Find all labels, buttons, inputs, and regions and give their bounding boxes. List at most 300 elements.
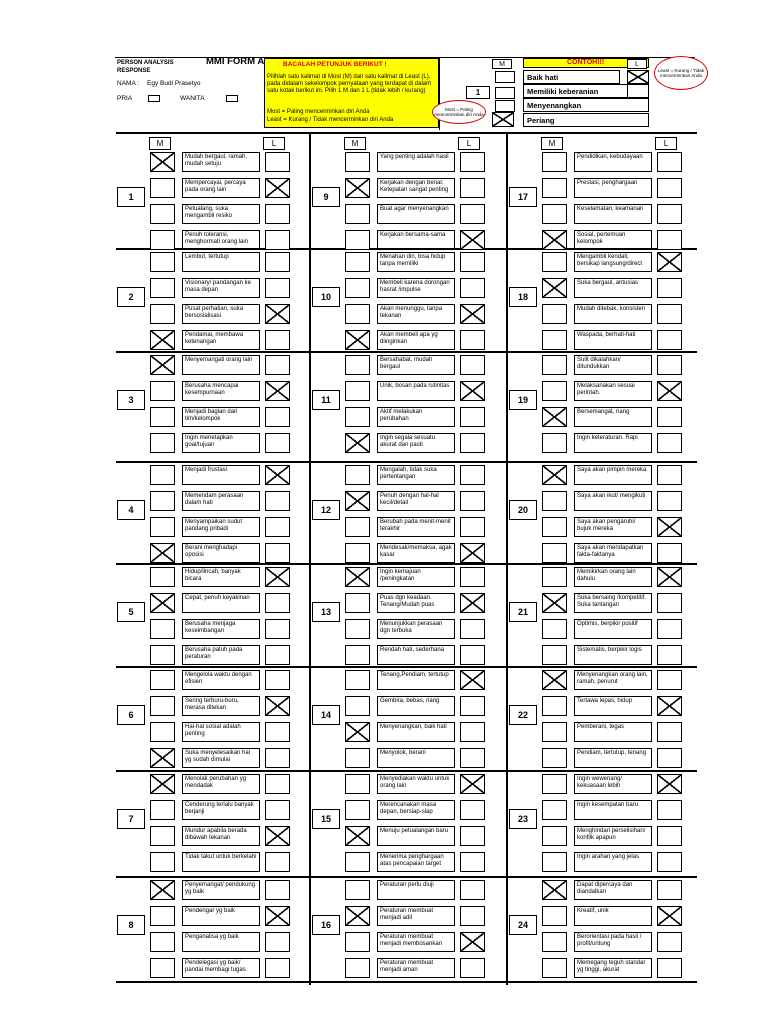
group-12-statement-4: Mendesak/memaksa, agak kasar [377, 543, 455, 563]
group-10-statement-3: Akan menunggu, tanpa tekanan [377, 304, 455, 324]
group-5-m-checkbox-4[interactable] [150, 645, 175, 665]
group-6-l-checkbox-3[interactable] [265, 722, 290, 742]
group-19-l-checkbox-4[interactable] [657, 433, 682, 453]
group-9-l-checkbox-3[interactable] [460, 204, 485, 224]
group-16-m-checkbox-2[interactable] [345, 906, 370, 926]
group-22-m-checkbox-3[interactable] [542, 722, 567, 742]
group-16-m-checkbox-3[interactable] [345, 932, 370, 952]
group-12-l-checkbox-4[interactable] [460, 543, 485, 563]
group-22-m-checkbox-2[interactable] [542, 696, 567, 716]
group-3-l-checkbox-4[interactable] [265, 433, 290, 453]
group-1-statement-1: Mudah bergaul, ramah, mudah setuju [182, 152, 260, 172]
group-9-m-checkbox-4[interactable] [345, 230, 370, 250]
group-13-l-checkbox-2[interactable] [460, 593, 485, 613]
group-11-m-checkbox-4[interactable] [345, 433, 370, 453]
group-10-l-checkbox-2[interactable] [460, 278, 485, 298]
group-12-statement-2: Penuh dengan hal-hal kecil/detail [377, 491, 455, 511]
group-16-l-checkbox-1[interactable] [460, 880, 485, 900]
instruction-title: BACALAH PETUNJUK BERIKUT ! [283, 61, 387, 68]
group-5-l-checkbox-2[interactable] [265, 593, 290, 613]
group-9-m-checkbox-2[interactable] [345, 178, 370, 198]
group-13-statement-4: Rendah hati, sederhana [377, 645, 455, 665]
column-2-m-header: M [344, 137, 366, 150]
group-10-l-checkbox-3[interactable] [460, 304, 485, 324]
question-number-6: 6 [117, 705, 145, 725]
group-8-m-checkbox-2[interactable] [150, 906, 175, 926]
group-16-m-checkbox-4[interactable] [345, 958, 370, 978]
group-19-m-checkbox-1[interactable] [542, 355, 567, 375]
group-3-statement-2: Berusaha mencapai kesempurnaan [182, 381, 260, 401]
example-l-box-1[interactable] [627, 70, 649, 84]
group-20-m-checkbox-1[interactable] [542, 465, 567, 485]
group-1-statement-4: Penuh toleransi, menghormati orang lain [182, 230, 260, 250]
group-24-m-checkbox-1[interactable] [542, 880, 567, 900]
group-8-l-checkbox-4[interactable] [265, 958, 290, 978]
group-15-l-checkbox-4[interactable] [460, 852, 485, 872]
group-5-statement-4: Berusaha patuh pada peraturan [182, 645, 260, 665]
group-10-l-checkbox-4[interactable] [460, 330, 485, 350]
group-5-m-checkbox-3[interactable] [150, 619, 175, 639]
group-13-m-checkbox-3[interactable] [345, 619, 370, 639]
group-16-l-checkbox-3[interactable] [460, 932, 485, 952]
group-12-m-checkbox-1[interactable] [345, 465, 370, 485]
group-23-statement-4: Ingin arahan yang jelas [574, 852, 652, 872]
group-17-m-checkbox-4[interactable] [542, 230, 567, 250]
group-19-l-checkbox-1[interactable] [657, 355, 682, 375]
group-6-m-checkbox-3[interactable] [150, 722, 175, 742]
group-16-m-checkbox-1[interactable] [345, 880, 370, 900]
group-3-m-checkbox-3[interactable] [150, 407, 175, 427]
group-17-l-checkbox-2[interactable] [657, 178, 682, 198]
row-divider-5 [116, 666, 697, 668]
group-24-m-checkbox-3[interactable] [542, 932, 567, 952]
group-18-l-checkbox-3[interactable] [657, 304, 682, 324]
group-2-l-checkbox-2[interactable] [265, 278, 290, 298]
row-divider-4 [116, 563, 697, 565]
group-15-statement-1: Menyediakan waktu untuk orang lain [377, 774, 455, 794]
group-21-m-checkbox-3[interactable] [542, 619, 567, 639]
group-23-l-checkbox-3[interactable] [657, 826, 682, 846]
group-8-l-checkbox-2[interactable] [265, 906, 290, 926]
group-15-m-checkbox-3[interactable] [345, 826, 370, 846]
group-22-l-checkbox-4[interactable] [657, 748, 682, 768]
group-17-l-checkbox-3[interactable] [657, 204, 682, 224]
group-18-m-checkbox-2[interactable] [542, 278, 567, 298]
group-3-l-checkbox-2[interactable] [265, 381, 290, 401]
group-7-m-checkbox-1[interactable] [150, 774, 175, 794]
group-17-l-checkbox-1[interactable] [657, 152, 682, 172]
question-number-8: 8 [117, 915, 145, 935]
group-24-m-checkbox-4[interactable] [542, 958, 567, 978]
group-22-m-checkbox-4[interactable] [542, 748, 567, 768]
group-12-m-checkbox-4[interactable] [345, 543, 370, 563]
group-6-statement-3: Hal-hal sosial adalah penting [182, 722, 260, 742]
group-5-l-checkbox-1[interactable] [265, 567, 290, 587]
group-2-m-checkbox-4[interactable] [150, 330, 175, 350]
group-10-m-checkbox-2[interactable] [345, 278, 370, 298]
group-23-m-checkbox-2[interactable] [542, 800, 567, 820]
group-18-statement-1: Mengambil kendali, bersikap langsung/direct [574, 252, 652, 272]
group-14-m-checkbox-2[interactable] [345, 696, 370, 716]
group-9-l-checkbox-2[interactable] [460, 178, 485, 198]
example-title: CONTOH!!! [567, 59, 605, 66]
pria-label: PRIA [117, 95, 133, 102]
group-21-m-checkbox-1[interactable] [542, 567, 567, 587]
group-8-statement-2: Pendengar yg baik [182, 906, 260, 926]
group-12-m-checkbox-3[interactable] [345, 517, 370, 537]
group-20-statement-3: Saya akan pengaruhi/ bujuk mereka [574, 517, 652, 537]
question-number-17: 17 [509, 187, 537, 207]
group-11-statement-2: Unik, bosan pada rutinitas [377, 381, 455, 401]
group-22-l-checkbox-2[interactable] [657, 696, 682, 716]
group-18-m-checkbox-1[interactable] [542, 252, 567, 272]
group-14-m-checkbox-1[interactable] [345, 670, 370, 690]
group-8-statement-1: Penyemangat/ pendukung yg baik [182, 880, 260, 900]
group-2-m-checkbox-1[interactable] [150, 252, 175, 272]
group-16-l-checkbox-2[interactable] [460, 906, 485, 926]
group-5-l-checkbox-3[interactable] [265, 619, 290, 639]
group-23-statement-2: Ingin kesempatan baru [574, 800, 652, 820]
group-14-l-checkbox-1[interactable] [460, 670, 485, 690]
example-m-box-4[interactable] [492, 112, 514, 127]
group-22-statement-2: Tertawa lepas, hidup [574, 696, 652, 716]
example-item-2: Memiliki keberanian [523, 84, 649, 98]
group-23-statement-3: Menghindari perselisihan/ konflik apapun [574, 826, 652, 846]
group-11-m-checkbox-3[interactable] [345, 407, 370, 427]
group-6-statement-2: Sering terburu-buru, merasa ditekan [182, 696, 260, 716]
group-5-m-checkbox-2[interactable] [150, 593, 175, 613]
group-6-statement-1: Mengelola waktu dengan efisien [182, 670, 260, 690]
wanita-checkbox[interactable] [226, 95, 238, 102]
group-1-m-checkbox-1[interactable] [150, 152, 175, 172]
question-number-21: 21 [509, 602, 537, 622]
group-11-statement-3: Aktif melakukan perubahan [377, 407, 455, 427]
group-22-m-checkbox-1[interactable] [542, 670, 567, 690]
group-11-m-checkbox-2[interactable] [345, 381, 370, 401]
question-number-15: 15 [312, 809, 340, 829]
group-11-l-checkbox-3[interactable] [460, 407, 485, 427]
group-9-statement-3: Buat agar menyenangkan [377, 204, 455, 224]
nama-value: Egy Budi Prasetyo [147, 80, 201, 87]
group-12-l-checkbox-1[interactable] [460, 465, 485, 485]
group-15-statement-4: Menerima penghargaan atas pencapaian target [377, 852, 455, 872]
group-23-l-checkbox-1[interactable] [657, 774, 682, 794]
group-23-l-checkbox-2[interactable] [657, 800, 682, 820]
group-18-l-checkbox-1[interactable] [657, 252, 682, 272]
group-7-statement-4: Tidak takut untuk berkelahi [182, 852, 260, 872]
group-8-m-checkbox-4[interactable] [150, 958, 175, 978]
group-18-l-checkbox-2[interactable] [657, 278, 682, 298]
question-number-16: 16 [312, 915, 340, 935]
column-3-l-header: L [655, 137, 677, 150]
group-7-l-checkbox-1[interactable] [265, 774, 290, 794]
group-15-statement-2: Merencanakan masa depan, bersiap-siap [377, 800, 455, 820]
group-2-statement-4: Pendamai, membawa ketenangan [182, 330, 260, 350]
group-6-statement-4: Suka menyelesaikan hal yg sudah dimulai [182, 748, 260, 768]
group-13-m-checkbox-1[interactable] [345, 567, 370, 587]
group-8-m-checkbox-3[interactable] [150, 932, 175, 952]
column-1-m-header: M [149, 137, 171, 150]
question-number-23: 23 [509, 809, 537, 829]
group-20-l-checkbox-2[interactable] [657, 491, 682, 511]
group-21-m-checkbox-2[interactable] [542, 593, 567, 613]
group-6-l-checkbox-2[interactable] [265, 696, 290, 716]
group-23-m-checkbox-1[interactable] [542, 774, 567, 794]
group-8-m-checkbox-1[interactable] [150, 880, 175, 900]
column-3-m-header: M [541, 137, 563, 150]
group-4-l-checkbox-3[interactable] [265, 517, 290, 537]
group-1-m-checkbox-3[interactable] [150, 204, 175, 224]
group-4-statement-4: Berani menghadapi oposisi [182, 543, 260, 563]
group-6-m-checkbox-4[interactable] [150, 748, 175, 768]
group-8-l-checkbox-3[interactable] [265, 932, 290, 952]
group-3-m-checkbox-4[interactable] [150, 433, 175, 453]
group-17-m-checkbox-1[interactable] [542, 152, 567, 172]
group-19-m-checkbox-4[interactable] [542, 433, 567, 453]
group-19-m-checkbox-2[interactable] [542, 381, 567, 401]
column-2-l-header: L [458, 137, 480, 150]
group-7-m-checkbox-3[interactable] [150, 826, 175, 846]
group-7-l-checkbox-3[interactable] [265, 826, 290, 846]
group-19-statement-2: Melaksanakan sesuai perintah. [574, 381, 652, 401]
question-number-3: 3 [117, 390, 145, 410]
group-6-m-checkbox-2[interactable] [150, 696, 175, 716]
group-24-l-checkbox-4[interactable] [657, 958, 682, 978]
group-6-l-checkbox-1[interactable] [265, 670, 290, 690]
group-7-m-checkbox-2[interactable] [150, 800, 175, 820]
group-1-m-checkbox-2[interactable] [150, 178, 175, 198]
group-13-statement-1: Ingin kemajuan /peningkatan [377, 567, 455, 587]
group-16-l-checkbox-4[interactable] [460, 958, 485, 978]
group-10-l-checkbox-1[interactable] [460, 252, 485, 272]
group-11-l-checkbox-1[interactable] [460, 355, 485, 375]
example-m-box-1[interactable] [495, 71, 515, 83]
column-divider-2 [506, 132, 508, 985]
group-9-m-checkbox-1[interactable] [345, 152, 370, 172]
group-13-l-checkbox-3[interactable] [460, 619, 485, 639]
group-1-statement-3: Petualang, suka mengambil resiko [182, 204, 260, 224]
group-14-m-checkbox-3[interactable] [345, 722, 370, 742]
group-5-statement-3: Berusaha menjaga keseimbangan [182, 619, 260, 639]
group-21-l-checkbox-4[interactable] [657, 645, 682, 665]
instruction-body: Pilihlah satu kalimat di Most (M) dan satu kalimat di Least (L), pada didalam sekelompok pernyataan yang terdapat di dalam satu kotak berikut ini. Pilih 1 M dan 1 L (tidak lebih / kurang) [267, 74, 432, 94]
pria-checkbox[interactable] [148, 95, 160, 102]
group-13-l-checkbox-1[interactable] [460, 567, 485, 587]
group-5-m-checkbox-1[interactable] [150, 567, 175, 587]
group-6-l-checkbox-4[interactable] [265, 748, 290, 768]
group-1-l-checkbox-1[interactable] [265, 152, 290, 172]
group-2-m-checkbox-2[interactable] [150, 278, 175, 298]
grid-top-border [116, 132, 697, 134]
group-2-m-checkbox-3[interactable] [150, 304, 175, 324]
group-10-statement-4: Akan membeli apa yg diinginkan [377, 330, 455, 350]
group-14-statement-2: Gembira, bebas, riang [377, 696, 455, 716]
group-1-l-checkbox-2[interactable] [265, 178, 290, 198]
group-4-l-checkbox-4[interactable] [265, 543, 290, 563]
group-22-l-checkbox-1[interactable] [657, 670, 682, 690]
group-2-statement-1: Lembut, tertutup [182, 252, 260, 272]
column-1-l-header: L [263, 137, 285, 150]
group-15-l-checkbox-3[interactable] [460, 826, 485, 846]
group-12-l-checkbox-2[interactable] [460, 491, 485, 511]
group-15-l-checkbox-1[interactable] [460, 774, 485, 794]
group-24-m-checkbox-2[interactable] [542, 906, 567, 926]
group-2-statement-2: Visionary/ pandangan ke masa depan [182, 278, 260, 298]
group-6-m-checkbox-1[interactable] [150, 670, 175, 690]
example-item-4: Periang [523, 113, 649, 127]
group-3-l-checkbox-3[interactable] [265, 407, 290, 427]
example-m-header: M [492, 59, 512, 69]
group-14-statement-3: Menyenangkan, baik hati [377, 722, 455, 742]
question-number-4: 4 [117, 500, 145, 520]
group-11-statement-4: Ingin segala sesuatu akurat dan pasti [377, 433, 455, 453]
group-8-statement-3: Penganalisa yg baik [182, 932, 260, 952]
group-23-l-checkbox-4[interactable] [657, 852, 682, 872]
group-17-statement-4: Sosial, pertemuan kelompok [574, 230, 652, 250]
group-3-m-checkbox-2[interactable] [150, 381, 175, 401]
group-7-l-checkbox-2[interactable] [265, 800, 290, 820]
example-m-box-3[interactable] [495, 100, 515, 112]
group-20-m-checkbox-4[interactable] [542, 543, 567, 563]
question-number-20: 20 [509, 500, 537, 520]
group-20-m-checkbox-3[interactable] [542, 517, 567, 537]
group-20-statement-1: Saya akan pimpin mereka [574, 465, 652, 485]
group-12-statement-1: Mengalah, tidak suka pertentangan [377, 465, 455, 485]
group-24-statement-1: Dapat dipercaya dan diandalkan [574, 880, 652, 900]
group-11-l-checkbox-4[interactable] [460, 433, 485, 453]
group-4-l-checkbox-2[interactable] [265, 491, 290, 511]
group-4-statement-1: Menjadi frustasi [182, 465, 260, 485]
group-19-m-checkbox-3[interactable] [542, 407, 567, 427]
question-number-10: 10 [312, 287, 340, 307]
group-23-m-checkbox-3[interactable] [542, 826, 567, 846]
group-11-m-checkbox-1[interactable] [345, 355, 370, 375]
group-24-l-checkbox-3[interactable] [657, 932, 682, 952]
most-line: Most = Paling mencerminkan diri Anda [267, 109, 370, 115]
row-divider-8 [116, 981, 697, 983]
group-8-l-checkbox-1[interactable] [265, 880, 290, 900]
group-13-l-checkbox-4[interactable] [460, 645, 485, 665]
group-2-l-checkbox-3[interactable] [265, 304, 290, 324]
group-1-l-checkbox-4[interactable] [265, 230, 290, 250]
group-22-l-checkbox-3[interactable] [657, 722, 682, 742]
group-14-l-checkbox-4[interactable] [460, 748, 485, 768]
group-18-m-checkbox-4[interactable] [542, 330, 567, 350]
group-12-statement-3: Berubah pada menit-menit terakhir [377, 517, 455, 537]
group-19-l-checkbox-3[interactable] [657, 407, 682, 427]
column-divider-1 [309, 132, 311, 985]
group-15-m-checkbox-2[interactable] [345, 800, 370, 820]
group-7-m-checkbox-4[interactable] [150, 852, 175, 872]
group-17-l-checkbox-4[interactable] [657, 230, 682, 250]
question-number-7: 7 [117, 809, 145, 829]
group-1-l-checkbox-3[interactable] [265, 204, 290, 224]
group-4-l-checkbox-1[interactable] [265, 465, 290, 485]
example-l-header: L [627, 59, 647, 69]
row-divider-3 [116, 461, 697, 463]
question-number-12: 12 [312, 500, 340, 520]
group-20-l-checkbox-1[interactable] [657, 465, 682, 485]
group-7-statement-3: Mundur apabila berada dibawah tekanan [182, 826, 260, 846]
group-21-l-checkbox-1[interactable] [657, 567, 682, 587]
wanita-label: WANITA [180, 95, 205, 102]
question-number-5: 5 [117, 602, 145, 622]
group-17-m-checkbox-2[interactable] [542, 178, 567, 198]
group-19-l-checkbox-2[interactable] [657, 381, 682, 401]
group-4-m-checkbox-4[interactable] [150, 543, 175, 563]
group-21-m-checkbox-4[interactable] [542, 645, 567, 665]
group-15-m-checkbox-4[interactable] [345, 852, 370, 872]
example-item-3: Menyenangkan [523, 98, 649, 112]
group-22-statement-4: Pendiam, tertutup, tenang [574, 748, 652, 768]
group-24-l-checkbox-2[interactable] [657, 906, 682, 926]
question-number-13: 13 [312, 602, 340, 622]
group-3-l-checkbox-1[interactable] [265, 355, 290, 375]
example-m-box-2[interactable] [495, 87, 515, 99]
group-15-m-checkbox-1[interactable] [345, 774, 370, 794]
group-20-l-checkbox-3[interactable] [657, 517, 682, 537]
group-11-l-checkbox-2[interactable] [460, 381, 485, 401]
group-21-l-checkbox-3[interactable] [657, 619, 682, 639]
group-2-l-checkbox-4[interactable] [265, 330, 290, 350]
group-23-m-checkbox-4[interactable] [542, 852, 567, 872]
group-10-m-checkbox-1[interactable] [345, 252, 370, 272]
group-18-m-checkbox-3[interactable] [542, 304, 567, 324]
example-l-box-2[interactable] [627, 84, 649, 98]
group-15-l-checkbox-2[interactable] [460, 800, 485, 820]
group-2-l-checkbox-1[interactable] [265, 252, 290, 272]
group-21-l-checkbox-2[interactable] [657, 593, 682, 613]
group-12-l-checkbox-3[interactable] [460, 517, 485, 537]
group-20-l-checkbox-4[interactable] [657, 543, 682, 563]
group-13-m-checkbox-4[interactable] [345, 645, 370, 665]
group-10-m-checkbox-4[interactable] [345, 330, 370, 350]
group-24-statement-3: Berorientasi pada hasil / profit/untung [574, 932, 652, 952]
group-9-l-checkbox-1[interactable] [460, 152, 485, 172]
group-2-statement-3: Pusat perhatian, suka bersosialisasi [182, 304, 260, 324]
group-4-m-checkbox-1[interactable] [150, 465, 175, 485]
group-21-statement-4: Sistematis, berpikir logis [574, 645, 652, 665]
group-1-m-checkbox-4[interactable] [150, 230, 175, 250]
question-number-24: 24 [509, 915, 537, 935]
group-5-statement-2: Cepat, penuh keyakinan [182, 593, 260, 613]
group-24-statement-4: Memegang teguh standar yg tinggi, akurat [574, 958, 652, 978]
group-24-l-checkbox-1[interactable] [657, 880, 682, 900]
group-4-m-checkbox-2[interactable] [150, 491, 175, 511]
group-14-l-checkbox-2[interactable] [460, 696, 485, 716]
group-13-m-checkbox-2[interactable] [345, 593, 370, 613]
group-22-statement-1: Menyenangkan orang lain, ramah, penurut [574, 670, 652, 690]
most-callout-bubble: Most = Paling mencerminkan diri Anda [432, 100, 486, 124]
group-4-m-checkbox-3[interactable] [150, 517, 175, 537]
group-3-m-checkbox-1[interactable] [150, 355, 175, 375]
group-14-m-checkbox-4[interactable] [345, 748, 370, 768]
group-5-l-checkbox-4[interactable] [265, 645, 290, 665]
group-9-l-checkbox-4[interactable] [460, 230, 485, 250]
group-10-statement-1: Menahan diri, bisa hidup tanpa memiliki [377, 252, 455, 272]
group-11-statement-1: Bersahabat, mudah bergaul [377, 355, 455, 375]
group-12-m-checkbox-2[interactable] [345, 491, 370, 511]
group-17-m-checkbox-3[interactable] [542, 204, 567, 224]
group-14-l-checkbox-3[interactable] [460, 722, 485, 742]
group-18-l-checkbox-4[interactable] [657, 330, 682, 350]
group-9-m-checkbox-3[interactable] [345, 204, 370, 224]
nama-label: NAMA : [117, 80, 140, 87]
group-20-m-checkbox-2[interactable] [542, 491, 567, 511]
group-7-l-checkbox-4[interactable] [265, 852, 290, 872]
group-19-statement-3: Bersemangat, riang [574, 407, 652, 427]
group-10-m-checkbox-3[interactable] [345, 304, 370, 324]
